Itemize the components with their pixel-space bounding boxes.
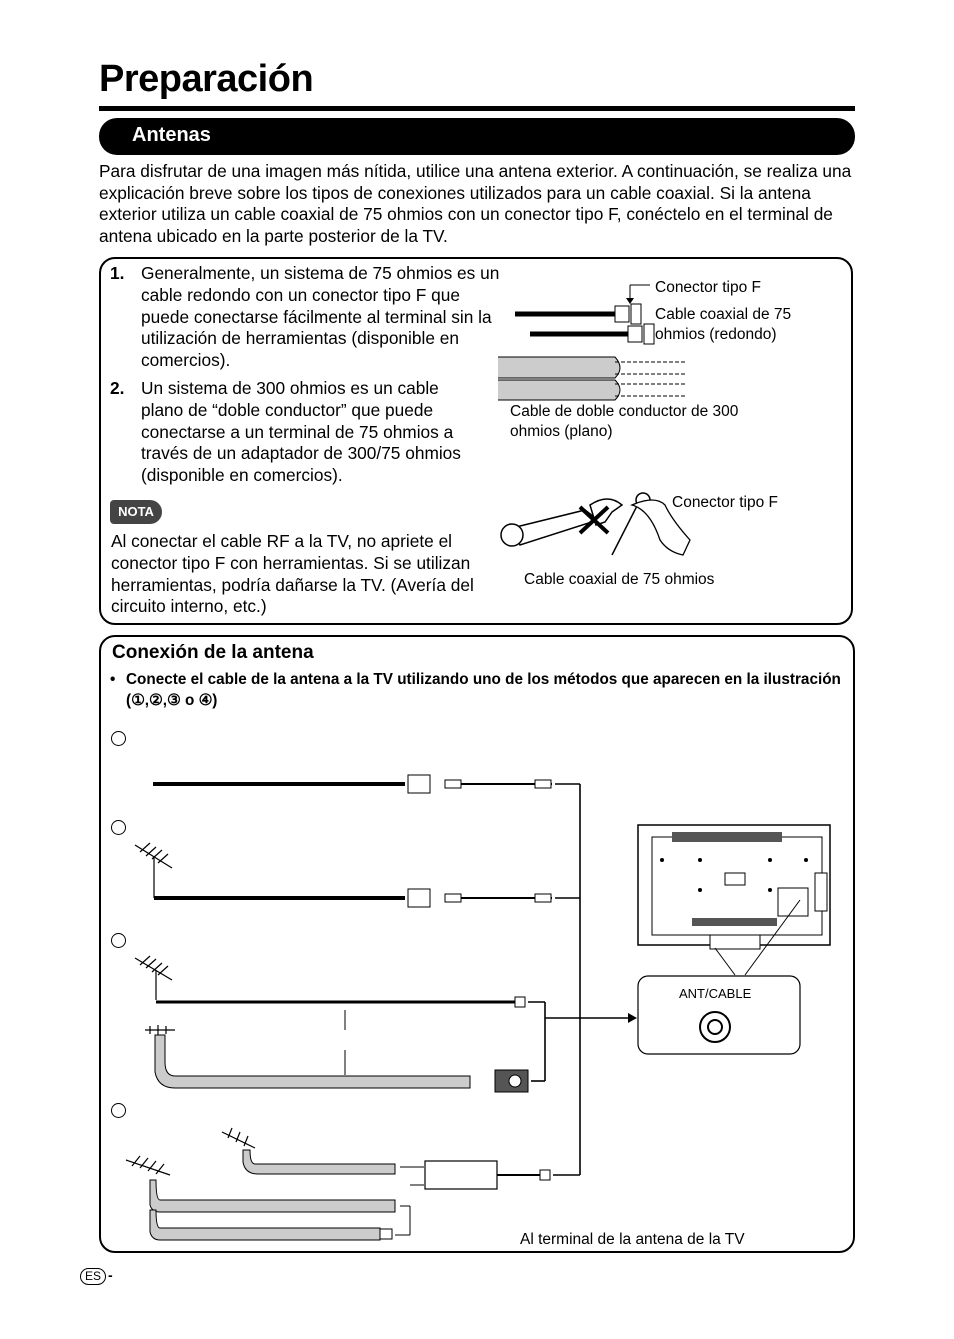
bullet-symbol: • [110, 671, 116, 688]
intro-paragraph: Para disfrutar de una imagen más nítida, utilice una antena exterior. A continuación, se realiza una explicación breve sobre los tipos de conexiones utilizados para un cable coaxial. Si la antena exterior utiliza un cable coaxial de 75 ohmios con un conector tipo F, conéctelo en el terminal de antena ubicado en la parte posterior de la TV. [99, 161, 852, 246]
label-connector-f-2: Conector tipo F [672, 494, 778, 511]
ant-cable-label: ANT/CABLE [679, 986, 752, 1001]
arrow-to-terminal [628, 1013, 637, 1023]
item-number: 1. [110, 263, 125, 283]
nota-badge: NOTA [110, 500, 162, 524]
label-coax-75: Cable coaxial de 75 ohmios [524, 571, 715, 588]
tv-back-illustration [638, 825, 830, 975]
page-title: Preparación [99, 58, 314, 100]
item-number: 2. [110, 378, 125, 398]
page-separator: - [108, 1267, 113, 1283]
collector-lines [528, 784, 628, 1175]
tv-terminal-caption: Al terminal de la antena de la TV [520, 1231, 745, 1248]
connection-title: Conexión de la antena [112, 642, 314, 663]
item-text: Un sistema de 300 ohmios es un cable plano de “doble conductor” que puede conectarse a un terminal de 75 ohmios a través de un adaptador de 300/75 ohmios (disponible en comercios). [141, 378, 461, 486]
nota-text: Al conectar el cable RF a la TV, no apriete el conector tipo F con herramientas. Si se utilizan herramientas, podría dañarse la TV. (Avería del circuito interno, etc.) [111, 531, 474, 617]
method-2-cable [135, 843, 552, 907]
item-text: Generalmente, un sistema de 75 ohmios es un cable redondo con un conector tipo F que puede conectarse fácilmente al terminal sin la utilización de herramientas (disponible en comercios). [141, 263, 500, 371]
label-connector-f: Conector tipo F [655, 279, 761, 296]
language-badge: ES [80, 1268, 106, 1285]
label-coax-75-round: Cable coaxial de 75 ohmios (redondo) [655, 306, 792, 343]
method-1-cable [153, 775, 552, 793]
label-twin-300-flat: Cable de doble conductor de 300 ohmios (plano) [510, 403, 739, 440]
method-4-cables [126, 1128, 550, 1240]
bullet-text: Conecte el cable de la antena a la TV utilizando uno de los métodos que aparecen en la ilustración (①,②,③ o ④) [126, 671, 841, 709]
section-title: Antenas [132, 124, 211, 146]
method-3-cables [135, 956, 528, 1092]
